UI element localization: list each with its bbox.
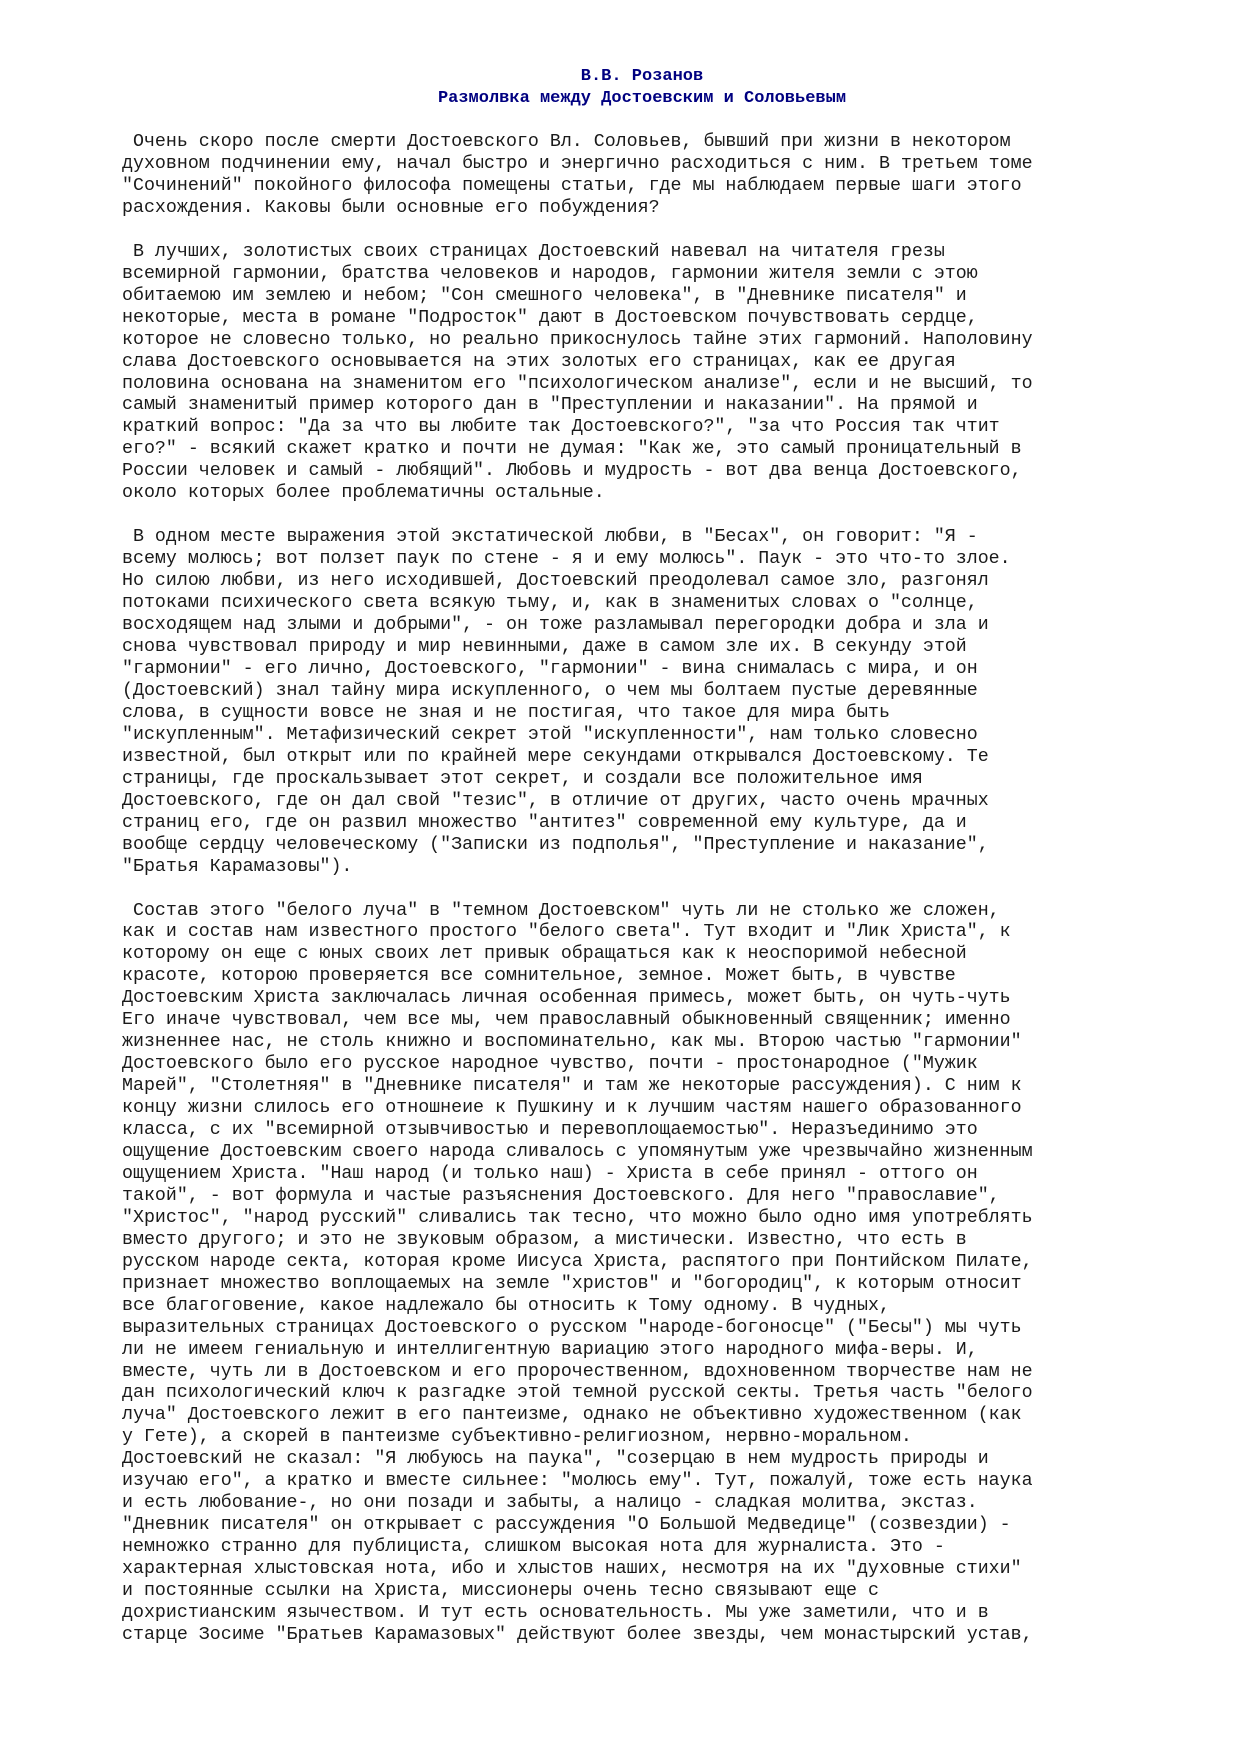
document-header bbox=[122, 66, 1162, 110]
paragraph-4: Состав этого "белого луча" в "темном Достоевском" чуть ли не столько же сложен, как и состав нам известного простого "белого света". Тут входит и "Лик Христа", к которому он еще с юных своих лет привык обращаться как к неоспоримой небесной красоте, которою проверяется все сомнительное, земное. Может быть, в чувстве Достоевским Христа заключалась личная особенная примесь, может быть, он чуть-чуть Его иначе чувствовал, чем все мы, чем православный обыкновенный священник; именно жизненнее нас, не столь книжно и воспоминательно, как мы. Второю частью "гармонии" Достоевского было его русское народное чувство, почти - простонародное ("Мужик Марей", "Столетняя" в "Дневнике писателя" и там же некоторые рассуждения). С ним к концу жизни слилось его отношнеие к Пушкину и к лучшим частям нашего образованного класса, с их "всемирной отзывчивостью и перевоплощаемостью". Неразъединимо это ощущение Достоевским своего народа сливалось с упомянутым уже чрезвычайно жизненным ощущением Христа. "Наш народ (и только наш) - Христа в себе принял - оттого он такой", - вот формула и частые разъяснения Достоевского. Для него "православие", "Христос", "народ русский" сливались так тесно, что можно было одно имя употреблять вместо другого; и это не звуковым образом, а мистически. Известно, что есть в русском народе секта, которая кроме Иисуса Христа, распятого при Понтийском Пилате, признает множество воплощаемых на земле "христов" и "богородиц", к которым относит все благоговение, какое надлежало бы относить к Тому одному. В чудных, выразительных страницах Достоевского о русском "народе-богоносце" ("Бесы") мы чуть ли не имеем гениальную и интеллигентную вариацию этого народного мифа-веры. И, вместе, чуть ли в Достоевском и его пророчественном, вдохновенном творчестве нам не дан психологический ключ к разгадке этой темной русской секты. Третья часть "белого луча" Достоевского лежит в его пантеизме, однако не объективно художественном (как у Гете), а скорей в пантеизме субъективно-религиозном, нервно-моральном. Достоевский не сказал: "Я любуюсь на паука", "созерцаю в нем мудрость природы и изучаю его", а кратко и вместе сильнее: "молюсь ему". Тут, пожалуй, тоже есть наука и есть любование-, но они позади и забыты, а налицо - сладкая молитва, экстаз. "Дневник писателя" он открывает с рассуждения "О Большой Медведице" (созвездии) - немножко странно для публициста, слишком высокая нота для журналиста. Это - характерная хлыстовская нота, ибо и хлыстов наших, несмотря на их "духовные стихи" и постоянные ссылки на Христа, миссионеры очень тесно связывают еще с дохристианским язычеством. И тут есть основательность. Мы уже заметили, что и в старце Зосиме "Братьев Карамазовых" действуют более звезды, чем монастырский устав, bbox=[122, 900, 1033, 1645]
document-page bbox=[122, 66, 1162, 1669]
paragraph-3: В одном месте выражения этой экстатической любви, в "Бесах", он говорит: "Я - всему молюсь; вот ползет паук по стене - я и ему молюсь". Паук - это что-то злое. Но силою любви, из него исходившей, Достоевский преодолевал самое зло, разгонял потоками психического света всякую тьму, и, как в знаменитых словах о "солнце, восходящем над злыми и добрыми", - он тоже разламывал перегородки добра и зла и снова чувствовал природу и мир невинными, даже в самом зле их. В секунду этой "гармонии" - его лично, Достоевского, "гармонии" - вина снималась с мира, и он (Достоевский) знал тайну мира искупленного, о чем мы болтаем пустые деревянные слова, в сущности вовсе не зная и не постигая, что такое для мира быть "искупленным". Метафизический секрет этой "искупленности", нам только словесно известной, был открыт или по крайней мере секундами открывался Достоевскому. Те страницы, где проскальзывает этот секрет, и создали все положительное имя Достоевского, где он дал свой "тезис", в отличие от других, часто очень мрачных страниц его, где он развил множество "антитез" современной ему культуре, да и вообще сердцу человеческому ("Записки из подполья", "Преступление и наказание", "Братья Карамазовы"). bbox=[122, 527, 1011, 877]
author-name: В.В. Розанов bbox=[580, 67, 704, 86]
paragraph-1: Очень скоро после смерти Достоевского Вл. Соловьев, бывший при жизни в некотором духовном подчинении ему, начал быстро и энергично расходиться с ним. В третьем томе "Сочинений" покойного философа помещены статьи, где мы наблюдаем первые шаги этого расхождения. Каковы были основные его побуждения? bbox=[122, 132, 1033, 218]
paragraph-2: В лучших, золотистых своих страницах Достоевский навевал на читателя грезы всемирной гармонии, братства человеков и народов, гармонии жителя земли с этою обитаемою им землею и небом; "Сон смешного человека", в "Дневнике писателя" и некоторые, места в романе "Подросток" дают в Достоевском почувствовать сердце, которое не словесно только, но реально прикоснулось тайне этих гармоний. Наполовину слава Достоевского основывается на этих золотых его страницах, как ее другая половина основана на знаменитом его "психологическом анализе", если и не высший, то самый знаменитый пример которого дан в "Преступлении и наказании". На прямой и краткий вопрос: "Да за что вы любите так Достоевского?", "за что Россия так чтит его?" - всякий скажет кратко и почти не думая: "Как же, это самый проницательный в России человек и самый - любящий". Любовь и мудрость - вот два венца Достоевского, около которых более проблематичны остальные. bbox=[122, 241, 1033, 504]
document-title: Размолвка между Достоевским и Соловьевым bbox=[437, 89, 847, 108]
